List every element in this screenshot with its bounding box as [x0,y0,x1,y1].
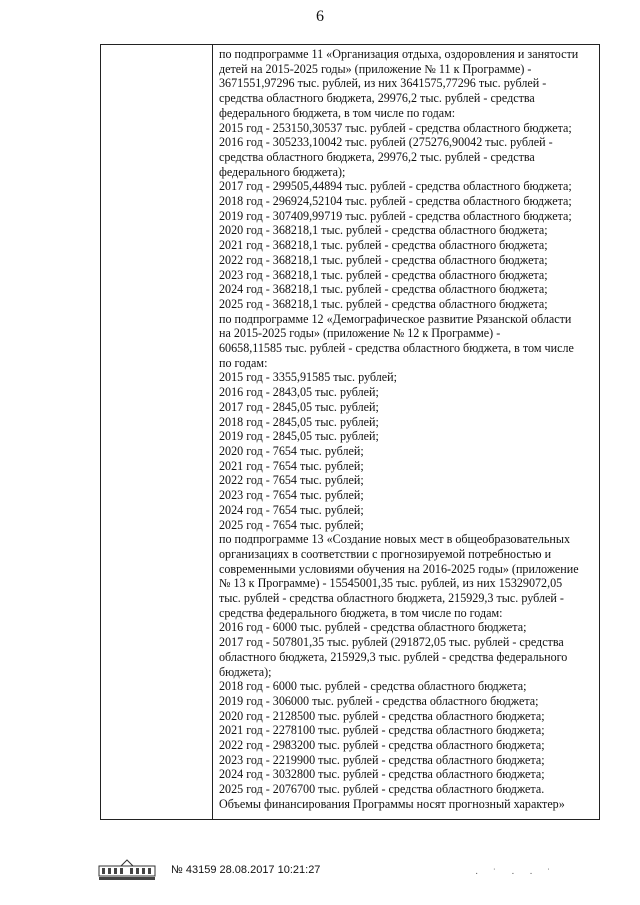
text-line: 2025 год - 7654 тыс. рублей; [219,517,364,532]
text-line: федерального бюджета, в том числе по годам: [219,105,456,120]
text-line: 2025 год - 2076700 тыс. рублей - средства областного бюджета. [219,782,545,797]
column-divider [212,45,213,819]
text-line: по подпрограмме 11 «Организация отдыха, оздоровления и занятости [219,47,579,61]
text-line: детей на 2015-2025 годы» (приложение № 11 к Программе) - [219,61,532,76]
text-line: 2019 год - 2845,05 тыс. рублей; [219,429,379,444]
text-line: по годам: [219,355,268,370]
text-line: 2015 год - 253150,30537 тыс. рублей - средства областного бюджета; [219,120,572,135]
text-line: на 2015-2025 годы» (приложение № 12 к Программе) - [219,326,501,341]
text-line: 2016 год - 6000 тыс. рублей - средства областного бюджета; [219,620,527,635]
text-line: 2020 год - 2128500 тыс. рублей - средства областного бюджета; [219,708,545,723]
text-line: 2021 год - 368218,1 тыс. рублей - средства областного бюджета; [219,238,548,253]
text-line: федерального бюджета); [219,164,346,179]
text-line: 2021 год - 7654 тыс. рублей; [219,458,364,473]
text-line: 2023 год - 7654 тыс. рублей; [219,488,364,503]
scan-specks: · ˙ · · ˙ [475,868,557,879]
text-line: 2016 год - 305233,10042 тыс. рублей (275276,90042 тыс. рублей - [219,135,553,150]
text-line: по подпрограмме 13 «Создание новых мест в общеобразовательных [219,532,571,547]
text-line: 2015 год - 3355,91585 тыс. рублей; [219,370,397,385]
text-line: 2017 год - 507801,35 тыс. рублей (291872,05 тыс. рублей - средства [219,635,564,650]
financing-cell-text [219,47,597,812]
text-line: 2024 год - 368218,1 тыс. рублей - средства областного бюджета; [219,282,548,297]
text-line: 2025 год - 368218,1 тыс. рублей - средства областного бюджета; [219,296,548,311]
text-line: 2018 год - 6000 тыс. рублей - средства областного бюджета; [219,679,527,694]
text-line: областного бюджета, 215929,3 тыс. рублей - средства федерального [219,649,568,664]
page-number: 6 [316,8,324,25]
text-line: 2017 год - 299505,44894 тыс. рублей - средства областного бюджета; [219,179,572,194]
text-line: организациях в соответствии с прогнозируемой потребностью и [219,546,552,561]
text-line: средства областного бюджета, 29976,2 тыс. рублей - средства [219,149,535,164]
document-footer [95,858,615,884]
text-line: по подпрограмме 12 «Демографическое развитие Рязанской области [219,311,572,326]
text-line: 3671551,97296 тыс. рублей, из них 3641575,77296 тыс. рублей - [219,76,547,91]
text-line: 2022 год - 7654 тыс. рублей; [219,473,364,488]
document-id-timestamp: № 43159 28.08.2017 10:21:27 [171,864,321,876]
text-line: 2020 год - 7654 тыс. рублей; [219,443,364,458]
text-line: 2022 год - 368218,1 тыс. рублей - средства областного бюджета; [219,252,548,267]
building-emblem-icon [97,858,157,882]
text-line: тыс. рублей - средства областного бюджета, 215929,3 тыс. рублей - [219,591,564,606]
text-line: 2024 год - 3032800 тыс. рублей - средства областного бюджета; [219,767,545,782]
text-line: 2019 год - 307409,99719 тыс. рублей - средства областного бюджета; [219,208,572,223]
text-line: бюджета); [219,664,272,679]
text-line: 2023 год - 368218,1 тыс. рублей - средства областного бюджета; [219,267,548,282]
financing-table [100,44,600,820]
text-line: средства федерального бюджета, в том числе по годам: [219,605,503,620]
text-line: 2018 год - 2845,05 тыс. рублей; [219,414,379,429]
text-line: 2016 год - 2843,05 тыс. рублей; [219,385,379,400]
text-line: 60658,11585 тыс. рублей - средства областного бюджета, в том числе [219,341,574,356]
text-line: 2022 год - 2983200 тыс. рублей - средства областного бюджета; [219,738,545,753]
text-line: 2020 год - 368218,1 тыс. рублей - средства областного бюджета; [219,223,548,238]
text-line: современными условиями обучения на 2016-2025 годы» (приложение [219,561,579,576]
text-line: 2023 год - 2219900 тыс. рублей - средства областного бюджета; [219,752,545,767]
text-line: 2021 год - 2278100 тыс. рублей - средства областного бюджета; [219,723,545,738]
text-line: 2017 год - 2845,05 тыс. рублей; [219,399,379,414]
text-line: средства областного бюджета, 29976,2 тыс. рублей - средства [219,91,535,106]
text-line: 2018 год - 296924,52104 тыс. рублей - средства областного бюджета; [219,194,572,209]
text-line: Объемы финансирования Программы носят прогнозный характер» [219,796,565,811]
text-line: № 13 к Программе) - 15545001,35 тыс. рублей, из них 15329072,05 [219,576,563,591]
text-line: 2024 год - 7654 тыс. рублей; [219,502,364,517]
text-line: 2019 год - 306000 тыс. рублей - средства областного бюджета; [219,693,539,708]
